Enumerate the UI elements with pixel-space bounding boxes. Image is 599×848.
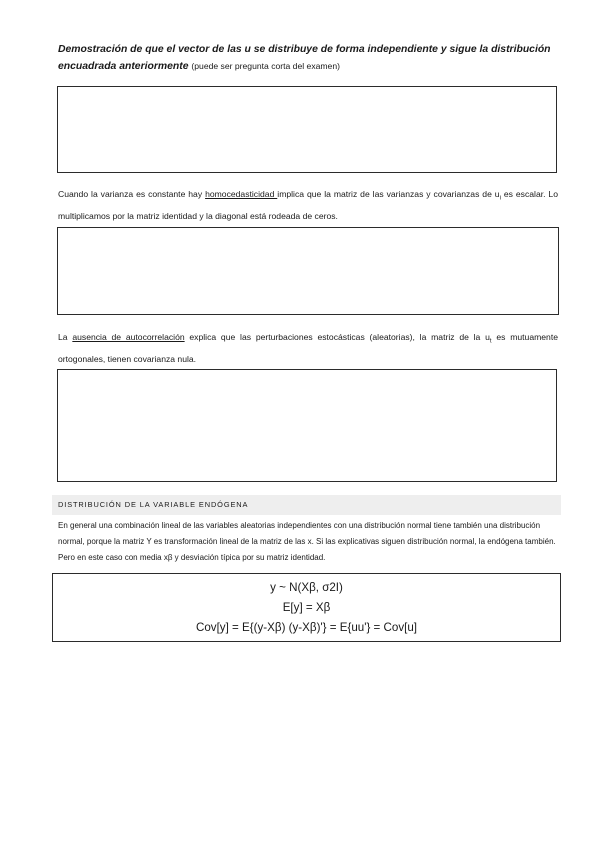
heading-note: (puede ser pregunta corta del examen) xyxy=(191,61,340,71)
paragraph-text: implica que la matriz de las varianzas y covarianzas de u xyxy=(277,189,500,199)
paragraph-text: es escalar. Lo multiplicamos por la matriz identidad y la diagonal está rodeada de ceros. xyxy=(58,189,558,221)
term-autocorrelacion: ausencia de autocorrelación xyxy=(72,332,185,342)
answer-box-2[interactable] xyxy=(57,227,559,315)
paragraph-text: explica que las perturbaciones estocásticas (aleatorias), la matriz de la u xyxy=(184,332,490,342)
paragraph-autocorrelacion xyxy=(58,329,558,368)
paragraph-text: Cuando la varianza es constante hay xyxy=(58,189,206,199)
formula-covariance: Cov[y] = E{(y-Xβ) (y-Xβ)'} = E{uu'} = Cov[u] xyxy=(195,621,418,634)
formula-box xyxy=(52,573,561,642)
formula-distribution: y ~ N(Xβ, σ2I) xyxy=(270,581,343,594)
heading xyxy=(58,41,553,75)
heading-title: Demostración de que el vector de las u se distribuye de forma independiente y sigue la distribución encuadrada anteriormente xyxy=(58,44,551,72)
term-homocedasticidad: homocedasticidad xyxy=(205,189,278,199)
section-title: DISTRIBUCIÓN DE LA VARIABLE ENDÓGENA xyxy=(52,495,561,515)
paragraph-text: es mutuamente ortogonales, tienen covarianza nula. xyxy=(58,332,558,364)
subscript: i xyxy=(499,195,501,202)
paragraph-text: La xyxy=(58,332,73,342)
answer-box-3[interactable] xyxy=(57,369,557,482)
subscript: t xyxy=(489,338,492,345)
formula-expectation: E[y] = Xβ xyxy=(282,601,331,614)
paragraph-homocedasticidad xyxy=(58,186,558,225)
section-paragraph: En general una combinación lineal de las variables aleatorias independientes con una distribución normal tiene también una distribución normal, porque la matriz Y es transformación lineal de la matriz de las x. Si las explicativas siguen distribución normal, la endógena también. Pero en este caso con media xβ y desviación típica por su matriz identidad. xyxy=(58,521,556,562)
answer-box-1[interactable] xyxy=(57,86,557,173)
